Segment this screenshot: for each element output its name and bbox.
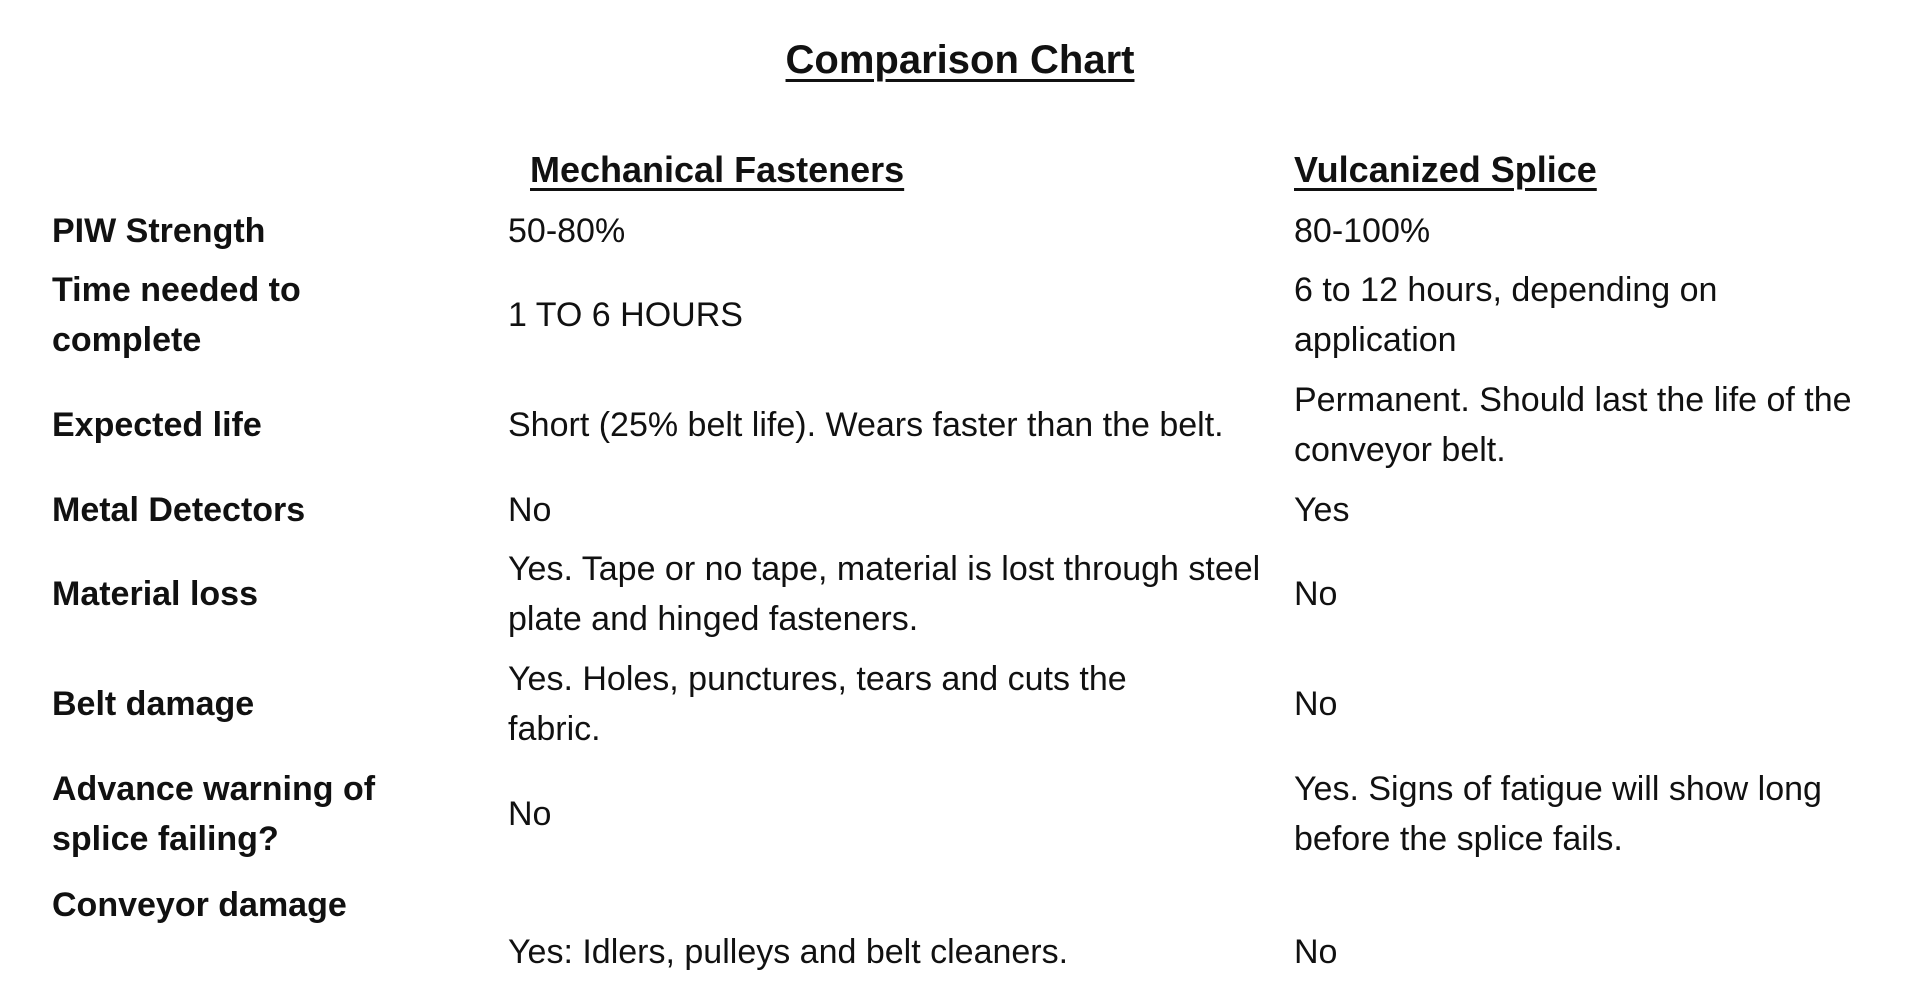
mechanical-cell: No xyxy=(508,491,552,529)
vulcanized-cell: Yes xyxy=(1294,491,1350,529)
vulcanized-cell: No xyxy=(1294,575,1338,613)
table-row-time-needed xyxy=(0,265,1920,365)
row-label: Advance warning of splice failing? xyxy=(52,770,376,858)
column-header-vulcanized-splice: Vulcanized Splice xyxy=(1294,149,1597,190)
vulcanized-cell: 80-100% xyxy=(1294,212,1431,250)
table-row-conveyor-damage xyxy=(0,880,1920,980)
page-title: Comparison Chart xyxy=(785,38,1135,82)
mechanical-cell: 50-80% xyxy=(508,212,626,250)
mechanical-cell: Short (25% belt life). Wears faster than the belt. xyxy=(508,406,1224,444)
row-label: PIW Strength xyxy=(52,212,266,250)
table-row-material-loss xyxy=(0,544,1920,644)
row-label: Expected life xyxy=(52,406,262,444)
mechanical-cell: Yes: Idlers, pulleys and belt cleaners. xyxy=(508,933,1069,971)
column-header-mechanical-fasteners: Mechanical Fasteners xyxy=(530,149,905,190)
vulcanized-cell: No xyxy=(1294,933,1338,971)
vulcanized-cell: Yes. Signs of fatigue will show long before the splice fails. xyxy=(1294,770,1822,858)
vulcanized-cell: Permanent. Should last the life of the conveyor belt. xyxy=(1294,381,1852,469)
mechanical-cell: Yes. Tape or no tape, material is lost through steel plate and hinged fasteners. xyxy=(508,550,1261,638)
row-label: Belt damage xyxy=(52,685,255,723)
row-label: Metal Detectors xyxy=(52,491,306,529)
mechanical-cell: No xyxy=(508,795,552,833)
vulcanized-cell: 6 to 12 hours, depending on application xyxy=(1294,271,1718,359)
table-row-piw-strength xyxy=(0,206,1920,256)
row-label: Material loss xyxy=(52,575,258,613)
row-label: Conveyor damage xyxy=(52,886,347,924)
table-row-expected-life xyxy=(0,375,1920,475)
row-label: Time needed to complete xyxy=(52,271,301,359)
table-row-belt-damage xyxy=(0,654,1920,754)
table-row-advance-warning xyxy=(0,764,1920,864)
mechanical-cell: Yes. Holes, punctures, tears and cuts the fabric. xyxy=(508,660,1127,748)
vulcanized-cell: No xyxy=(1294,685,1338,723)
mechanical-cell: 1 TO 6 HOURS xyxy=(508,296,743,334)
table-row-metal-detectors xyxy=(0,485,1920,535)
